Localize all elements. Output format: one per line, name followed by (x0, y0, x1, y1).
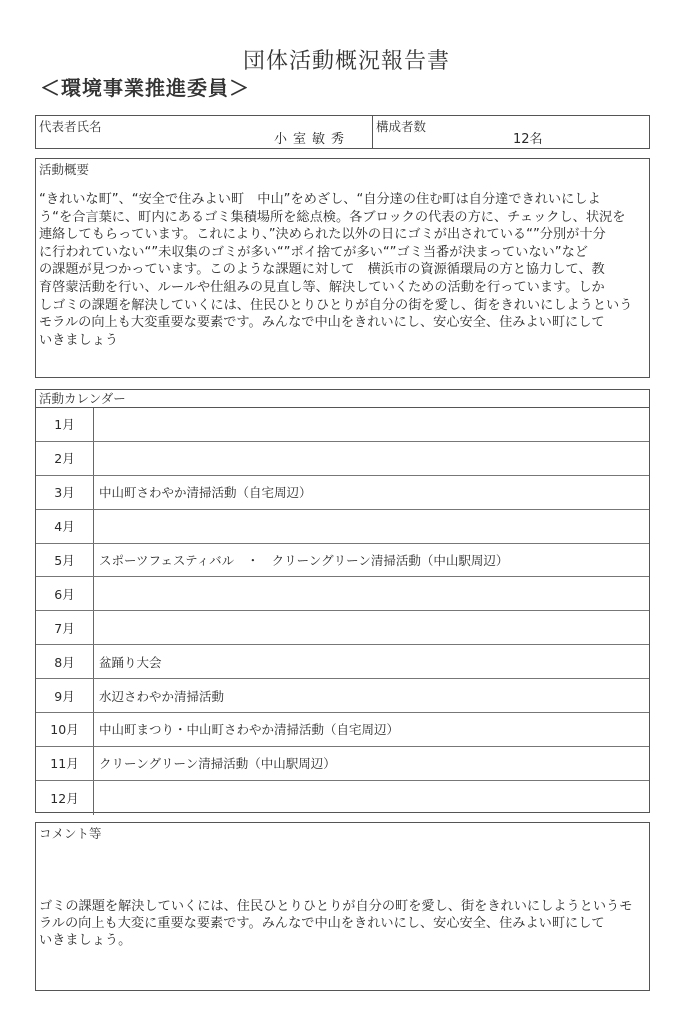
month-cell: 4月 (36, 510, 94, 543)
representative-name: 小室敏秀 (273, 132, 350, 147)
calendar-row (36, 781, 649, 815)
members-count: 12名 (513, 132, 543, 147)
activity-cell: 水辺さわやか清掃活動 (99, 688, 225, 704)
activity-summary-box (35, 158, 650, 378)
month-cell: 5月 (36, 544, 94, 577)
comment-line: いきましょう。 (39, 933, 132, 948)
activity-summary-text (39, 191, 645, 349)
calendar-row (36, 577, 649, 611)
representative-label: 代表者氏名 (39, 119, 102, 134)
calendar-label: 活動カレンダー (36, 390, 649, 408)
calendar-row (36, 544, 649, 578)
activity-cell: クリーングリーン清掃活動（中山駅周辺） (99, 756, 336, 772)
summary-line: 連絡してもらっています。これにより、”決められた以外の日にゴミが出されている“”分別が十分 (39, 227, 606, 243)
activity-calendar (35, 389, 650, 813)
month-cell: 3月 (36, 476, 94, 509)
document-title: 団体活動概況報告書 (242, 49, 450, 74)
comments-box (35, 822, 650, 991)
month-cell: 7月 (36, 611, 94, 644)
summary-line: モラルの向上も大変重要な要素です。みんなで中山をきれいにし、安心安全、住みよい町にして (39, 315, 605, 331)
month-cell: 12月 (36, 781, 94, 815)
activity-summary-label: 活動概要 (39, 162, 90, 177)
month-cell: 1月 (36, 408, 94, 441)
summary-line: に行われていない“”未収集のゴミが多い“”ポイ捨てが多い“”ゴミ当番が決まっていない”など (39, 244, 588, 260)
activity-cell (94, 408, 649, 441)
activity-cell (94, 442, 649, 475)
summary-line: う“を合言葉に、町内にあるゴミ集積場所を総点検。各ブロックの代表の方に、チェックし、状況を (39, 209, 626, 225)
calendar-row (36, 442, 649, 476)
calendar-row (36, 510, 649, 544)
calendar-row (36, 645, 649, 679)
month-cell: 2月 (36, 442, 94, 475)
activity-cell: 中山町さわやか清掃活動（自宅周辺） (99, 485, 312, 501)
summary-line: しゴミの課題を解決していくには、住民ひとりひとりが自分の街を愛し、街をきれいにしようという (39, 297, 633, 313)
calendar-row (36, 747, 649, 781)
summary-line: いきましょう (39, 332, 119, 348)
summary-line: 育啓蒙活動を行い、ルールや仕組みの見直し等、解決していくための活動を行っています。しか (39, 279, 605, 295)
comments-label: コメント等 (39, 826, 102, 841)
members-label: 構成者数 (376, 119, 427, 134)
calendar-row (36, 611, 649, 645)
summary-line: “きれいな町”、“安全で住みよい町 中山”をめざし、“自分達の住む町は自分達できれいにしよ (39, 192, 601, 207)
members-cell (373, 116, 649, 148)
comment-line: ゴミの課題を解決していくには、住民ひとりひとりが自分の町を愛し、街をきれいにしようというモ (39, 899, 633, 914)
activity-cell (94, 781, 649, 815)
document-subtitle: ＜環境事業推進委員＞ (40, 76, 250, 100)
month-cell: 6月 (36, 577, 94, 610)
month-cell: 9月 (36, 679, 94, 712)
calendar-row (36, 476, 649, 510)
month-cell: 11月 (36, 747, 94, 780)
activity-cell (94, 510, 649, 543)
activity-cell (94, 577, 649, 610)
calendar-row (36, 679, 649, 713)
activity-cell (94, 611, 649, 644)
activity-cell: スポーツフェスティバル ・ クリーングリーン清掃活動（中山駅周辺） (99, 553, 509, 568)
month-cell: 8月 (36, 645, 94, 678)
header-box (35, 115, 650, 149)
activity-cell: 中山町まつり・中山町さわやか清掃活動（自宅周辺） (99, 722, 400, 738)
activity-cell: 盆踊り大会 (99, 654, 162, 670)
month-cell: 10月 (36, 713, 94, 746)
calendar-row (36, 408, 649, 442)
comment-line: ラルの向上も大変に重要な要素です。みんなで中山をきれいにし、安心安全、住みよい町にして (39, 916, 605, 931)
representative-cell (36, 116, 373, 148)
summary-line: の課題が見つかっています。このような課題に対して 横浜市の資源循環局の方と協力して、教 (39, 262, 605, 278)
calendar-row (36, 713, 649, 747)
comments-text (39, 898, 645, 949)
